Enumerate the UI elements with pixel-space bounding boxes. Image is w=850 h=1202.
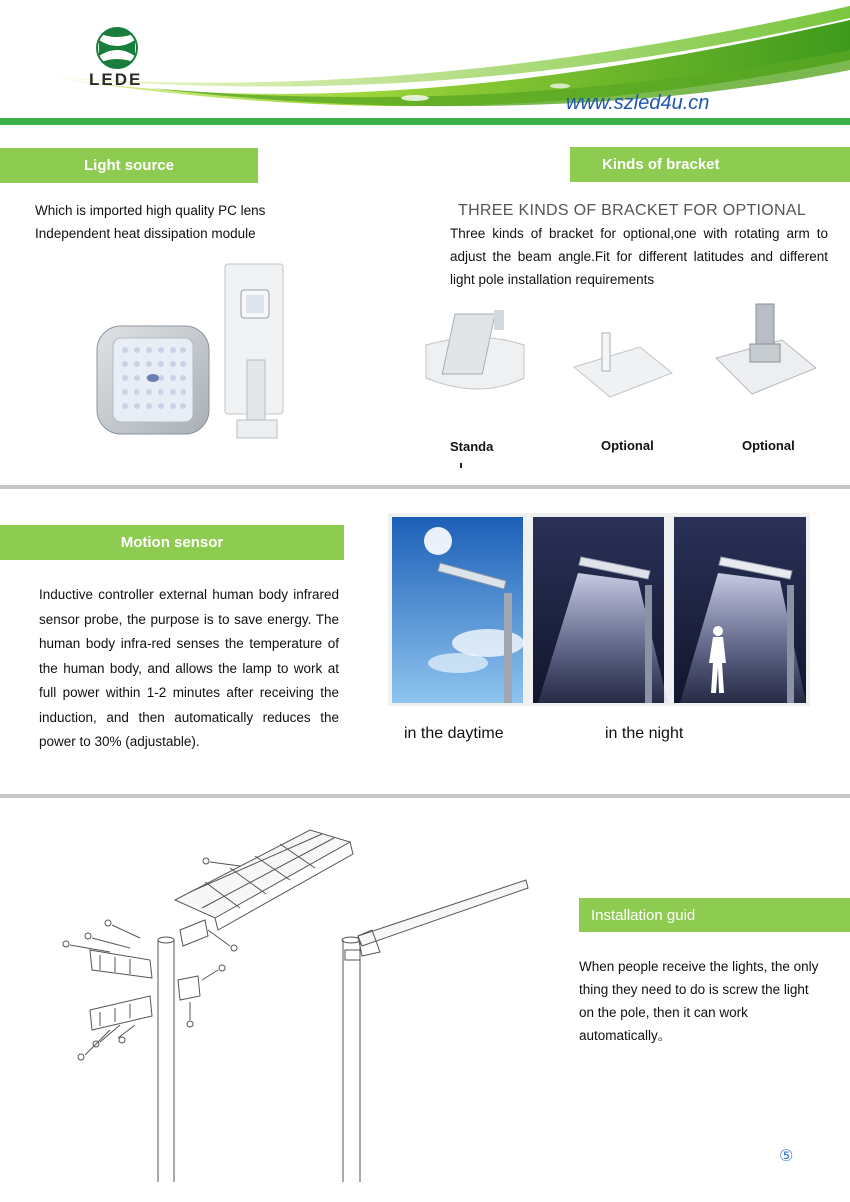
logo-text: LEDE: [89, 70, 143, 89]
bracket-description: Three kinds of bracket for optional,one with rotating arm to adjust the beam angle.Fit for different latitudes and different light pole installation requirements: [450, 226, 828, 287]
motion-sensor-title: Motion sensor: [120, 534, 224, 551]
light-source-text: [35, 199, 355, 245]
website-url[interactable]: www.szled4u.cn: [566, 92, 710, 114]
bracket-heading: THREE KINDS OF BRACKET FOR OPTIONAL: [458, 202, 807, 219]
light-source-title: Light source: [83, 157, 174, 174]
light-source-bar: [0, 148, 258, 183]
motion-sensor-description: Inductive controller external human body infrared sensor probe, the purpose is to save energy. The human body infra-red senses the temperature of the human body, and allows the lamp to work at full power within 1-2 minutes after receiving the induction, and then automatically reduces the power to 30% (adjustable).: [39, 587, 339, 749]
bracket-caption-standard: Standa: [450, 439, 494, 454]
night-caption: in the night: [605, 725, 684, 742]
bracket-caption-optional-2: Optional: [742, 438, 795, 453]
installation-diagram: [40, 820, 540, 1192]
page-number: ⑤: [779, 1148, 794, 1165]
motion-sensor-bar: [0, 525, 344, 560]
installation-bar: [579, 898, 850, 932]
page-header: [0, 0, 850, 130]
header-swoosh: [0, 0, 850, 130]
bracket-caption-optional-1: Optional: [601, 438, 654, 453]
light-source-line-2: Independent heat dissipation module: [35, 226, 256, 241]
section-divider-1: [0, 485, 850, 489]
installation-title: Installation guid: [591, 906, 696, 924]
light-source-line-1: Which is imported high quality PC lens: [35, 203, 266, 218]
led-module-illustration: [95, 260, 310, 445]
bracket-bar: [570, 147, 850, 182]
bracket-standard-image: [420, 300, 530, 405]
day-night-photos: [388, 513, 810, 706]
daytime-caption: in the daytime: [404, 725, 504, 742]
caption-dot: [460, 463, 462, 468]
bracket-optional-1-image: [570, 325, 675, 405]
bracket-title: Kinds of bracket: [602, 156, 720, 173]
bracket-optional-2-image: [712, 302, 820, 402]
installation-description: When people receive the lights, the only thing they need to do is screw the light on the pole, then it can work automatically。: [579, 959, 819, 1043]
section-divider-2: [0, 794, 850, 798]
